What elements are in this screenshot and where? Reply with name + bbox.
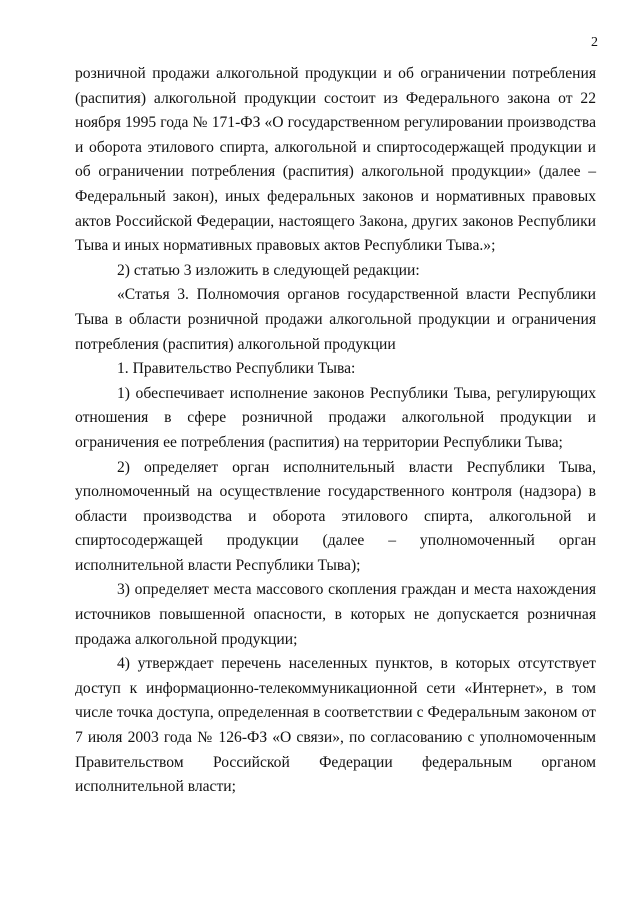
paragraph-clause-3: 3) определяет места массового скопления граждан и места нахождения источников повышенной опасности, в которых не допускается розничная продажа алкогольной продукции;	[75, 581, 596, 648]
paragraph-article-3-title: «Статья 3. Полномочия органов государственной власти Республики Тыва в области розничной продажи алкогольной продукции и ограничения потребления (распития) алкогольной продукции	[75, 286, 596, 353]
paragraph-section-1-heading: 1. Правительство Республики Тыва:	[117, 360, 356, 378]
paragraph-clause-1: 1) обеспечивает исполнение законов Республики Тыва, регулирующих отношения в сфере розничной продажи алкогольной продукции и ограничения ее потребления (распития) на территории Республики Тыва;	[75, 384, 596, 451]
paragraph-clause-2: 2) определяет орган исполнительный власти Республики Тыва, уполномоченный на осуществление государственного контроля (надзора) в области производства и оборота этилового спирта, алкогольной и спиртосодержащей продукции (далее – уполномоченный орган исполнительной власти Республики Тыва);	[75, 458, 596, 574]
paragraph-amendment-item-2: 2) статью 3 изложить в следующей редакции:	[117, 261, 420, 279]
paragraph-clause-4: 4) утверждает перечень населенных пунктов, в которых отсутствует доступ к информационно-телекоммуникационной сети «Интернет», в том числе точка доступа, определенная в соответствии с Федеральным законом от 7 июля 2003 года № 126-ФЗ «О связи», по согласованию с уполномоченным Правительством Российской Федерации федеральным органом исполнительной власти;	[75, 655, 596, 796]
paragraph-continuation: розничной продажи алкогольной продукции и об ограничении потребления (распития) алкогольной продукции состоит из Федерального закона от 22 ноября 1995 года № 171-ФЗ «О государственном регулировании производства и оборота этилового спирта, алкогольной и спиртосодержащей продукции и об ограничении потребления (распития) алкогольной продукции» (далее – Федеральный закон), иных федеральных законов и нормативных правовых актов Российской Федерации, настоящего Закона, других законов Республики Тыва и иных нормативных правовых актов Республики Тыва.»;	[75, 65, 596, 255]
document-body	[75, 62, 596, 800]
page-number: 2	[591, 35, 598, 50]
